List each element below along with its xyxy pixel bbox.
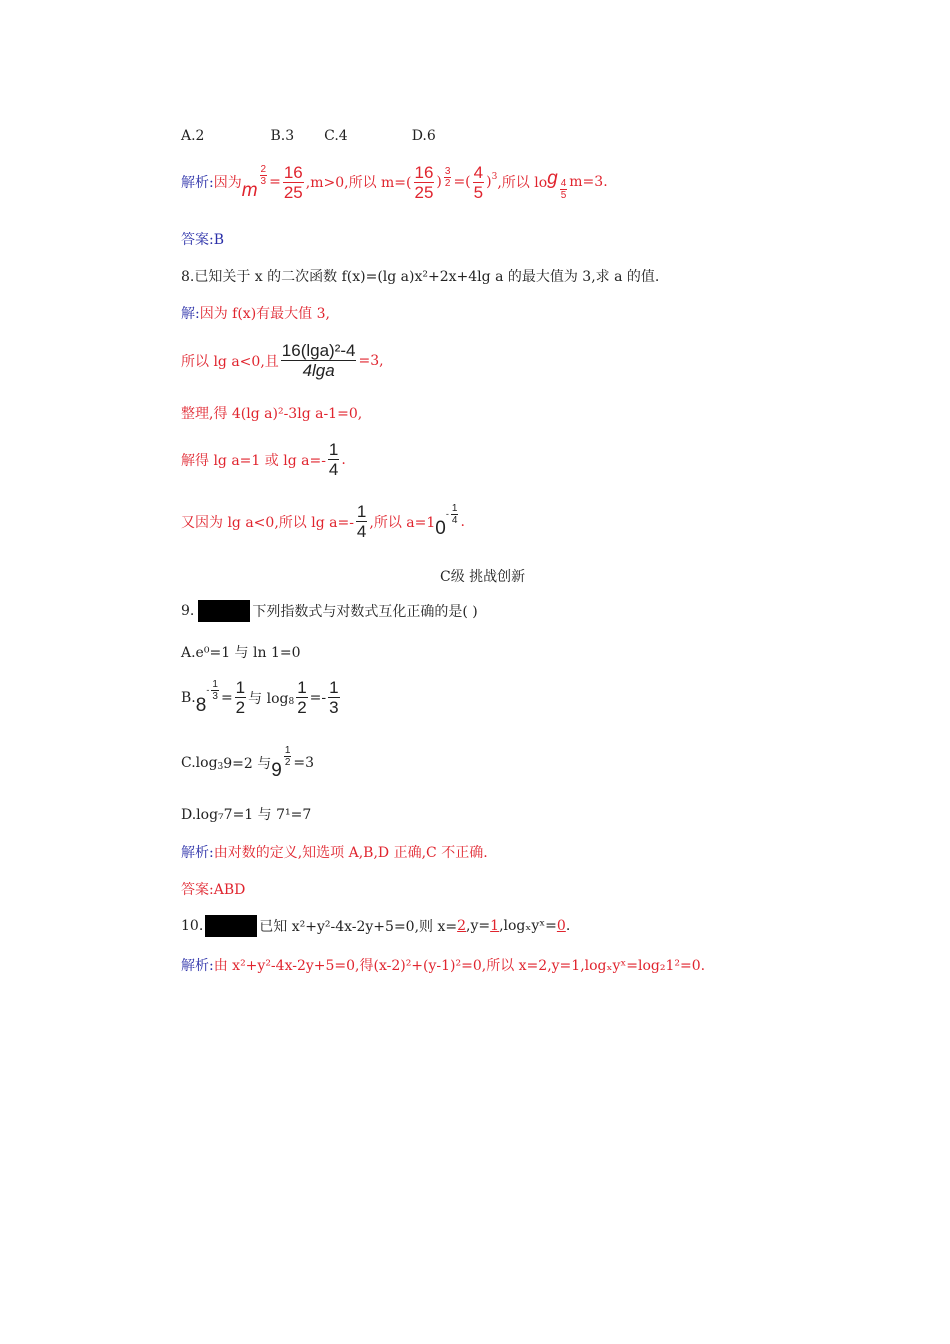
q8-sol1	[181, 303, 330, 323]
q8-sol5-text3: .	[460, 513, 465, 530]
q7-exp3: 3	[491, 172, 498, 182]
analysis-label: 解析:	[181, 958, 214, 974]
q7-g: g	[547, 168, 558, 189]
q7-text2: ,m>0,所以 m=(	[305, 175, 412, 191]
q7-base: $\frac{4}{5}$	[560, 177, 567, 201]
q7-text6: ,所以 lo	[497, 175, 548, 191]
q9-optc-exp: $\frac{1}{2}$	[284, 744, 291, 768]
solution-label: 解:	[181, 306, 200, 322]
q7-text7: m=3.	[569, 174, 608, 190]
q9-optc-base: 9	[271, 760, 282, 781]
q7-text5: )	[486, 174, 492, 190]
q7-option-b: B.3	[270, 128, 295, 144]
q10-analysis-text: 由 x²+y²-4x-2y+5=0,得(x-2)²+(y-1)²=0,所以 x=2,y=1,logₓyˣ=log₂1²=0.	[213, 958, 706, 974]
q9-option-d: D.log₇7=1 与 7¹=7	[181, 807, 312, 823]
q8-sol3: 整理,得 4(lg a)²-3lg a-1=0,	[181, 406, 363, 422]
q7-text: 因为	[213, 175, 242, 191]
q7-options	[181, 128, 436, 144]
q9-optb-frac3: $\frac{1}{3}$	[329, 678, 339, 717]
analysis-label: 解析:	[181, 175, 214, 191]
q9-analysis-text: 由对数的定义,知选项 A,B,D 正确,C 不正确.	[213, 845, 488, 861]
redacted-block	[205, 915, 257, 937]
q9-answer: 答案:ABD	[181, 882, 246, 898]
q9-optb-exp: $\frac{1}{3}$	[212, 679, 218, 702]
q8-sol5-text2: ,所以 a=1	[369, 514, 436, 531]
q10-x-answer: 2	[457, 918, 467, 934]
q7-text4: =(	[453, 174, 471, 190]
q8-sol2-frac: $\frac{\text{16(lga)²-4}}{4\lg a}$	[281, 341, 356, 380]
q7-frac2: $\frac{16}{25}$	[414, 162, 434, 202]
q9-optb-base: 8	[195, 694, 207, 716]
q7-text3: )	[436, 174, 442, 190]
section-heading: C级 挑战创新	[440, 569, 526, 585]
redacted-block	[198, 600, 250, 622]
q9-option-b	[181, 678, 342, 717]
q8-sol4-frac: $\frac{1}{4}$	[328, 440, 339, 479]
q10-text: 已知 x²+y²-4x-2y+5=0,则 x=	[259, 919, 458, 935]
q8-sol2-text2: =3,	[358, 352, 384, 369]
q10-text3: ,logₓyˣ=	[499, 918, 557, 934]
q7-analysis	[181, 162, 608, 202]
q8-sol4	[181, 440, 346, 479]
q9-number: 9.	[181, 603, 195, 619]
q9-optc-text2: =3	[293, 755, 315, 771]
q9-question	[181, 600, 478, 622]
q9-optc-text: 9=2 与	[223, 756, 272, 772]
q7-eq: =	[269, 174, 281, 190]
q10-y-answer: 1	[490, 918, 500, 934]
q7-frac1: $\frac{16}{25}$	[283, 162, 303, 202]
q10-analysis	[181, 955, 705, 975]
q8-sol5-exp: $\frac{1}{4}$	[451, 503, 458, 526]
q7-frac3: $\frac{4}{5}$	[473, 162, 484, 202]
q10-log-answer: 0	[556, 918, 566, 934]
q10-text4: .	[565, 918, 571, 934]
q9-optb-label: B.	[181, 689, 196, 706]
q10-text2: ,y=	[466, 918, 491, 934]
q7-option-a: A.2	[181, 128, 205, 144]
q8-question: 8.已知关于 x 的二次函数 f(x)=(lg a)x²+2x+4lg a 的最大值为 3,求 a 的值.	[181, 269, 660, 285]
q9-text: 下列指数式与对数式互化正确的是( )	[252, 604, 478, 620]
q9-optc-sub: 3	[217, 762, 224, 772]
q8-sol4-text: 解得 lg a=1 或 lg a=-	[181, 452, 326, 469]
q9-option-c	[181, 744, 314, 782]
q7-option-d: D.6	[411, 128, 436, 144]
q9-optb-eq2: =-	[309, 689, 327, 706]
q9-optb-mid: 与 log	[248, 690, 289, 707]
q9-optb-frac1: $\frac{1}{2}$	[235, 678, 246, 717]
q9-optc-log: C.log	[181, 755, 218, 771]
q8-sol5-zero: 0	[435, 517, 446, 539]
q9-optb-eq: =	[220, 689, 233, 706]
q9-option-a: A.e⁰=1 与 ln 1=0	[181, 645, 301, 661]
q8-sol5-frac: $\frac{1}{4}$	[356, 502, 367, 541]
q10-number: 10.	[181, 918, 204, 934]
q8-sol5-exp-sign: -	[445, 509, 449, 520]
q9-optb-sub: 8	[288, 696, 295, 707]
q9-optb-exp-sign: -	[206, 685, 210, 696]
q8-sol5	[181, 502, 465, 541]
q7-answer: 答案:B	[181, 232, 225, 248]
analysis-label: 解析:	[181, 845, 214, 861]
q8-sol2-text: 所以 lg a<0,且	[181, 353, 279, 370]
q8-sol1-text: 因为 f(x)有最大值 3,	[199, 306, 330, 322]
q8-sol4-text2: .	[341, 451, 346, 468]
q8-sol2	[181, 341, 384, 380]
q8-sol5-text: 又因为 lg a<0,所以 lg a=-	[181, 514, 354, 531]
q7-exp: $\frac{2}{3}$	[260, 163, 267, 187]
q7-option-c: C.4	[324, 128, 348, 144]
q7-m: m	[241, 180, 258, 201]
q9-analysis	[181, 842, 488, 862]
q9-optb-frac2: $\frac{1}{2}$	[297, 678, 307, 717]
q7-exp2: $\frac{3}{2}$	[444, 165, 451, 189]
q10-question	[181, 915, 570, 937]
